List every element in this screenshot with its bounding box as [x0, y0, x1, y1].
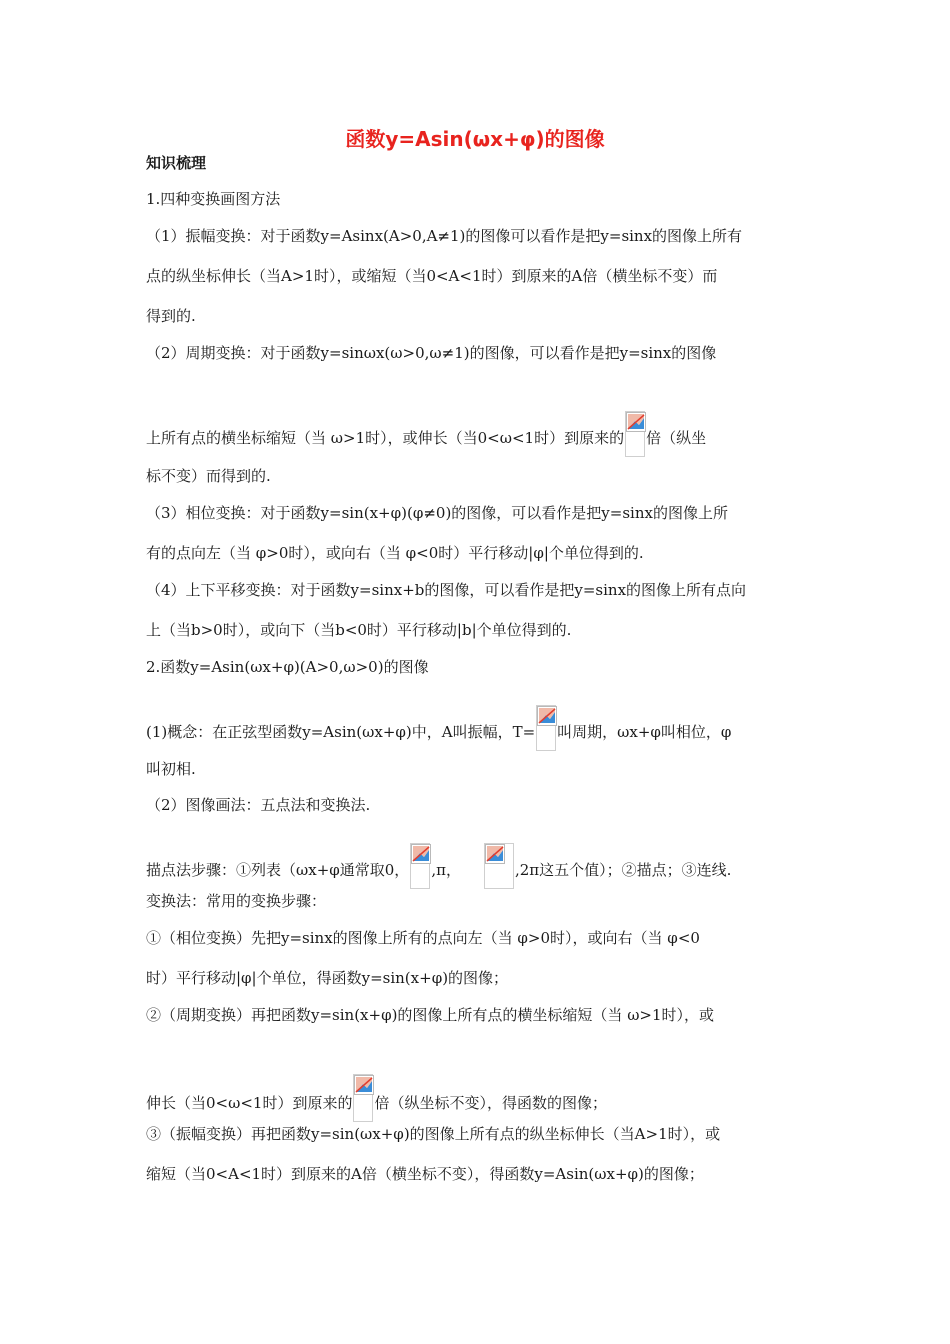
period-transform-line-3: 标不变）而得到的. — [146, 467, 271, 485]
broken-image-icon — [536, 705, 556, 751]
step-2-text-post: 倍（纵坐标不变），得函数的图像； — [374, 1094, 607, 1112]
plotting-steps-line — [146, 843, 731, 889]
drawing-methods-line: （2）图像画法：五点法和变换法. — [146, 796, 371, 814]
concept-line-1 — [146, 705, 731, 751]
paragraph-heading-2: 2.函数y=Asin(ωx+φ)(A>0,ω>0)的图像 — [146, 658, 429, 676]
amplitude-transform-line-1: （1）振幅变换：对于函数y=Asinx(A>0,A≠1)的图像可以看作是把y=sinx的图像上所有 — [146, 227, 743, 245]
phase-transform-line-1: （3）相位变换：对于函数y=sin(x+φ)(φ≠0)的图像，可以看作是把y=sinx的图像上所 — [146, 504, 728, 522]
concept-text-post: 叫周期，ωx+φ叫相位，φ — [557, 723, 732, 741]
page-title: 函数y=Asin(ωx+φ)的图像 — [345, 127, 605, 151]
vertical-shift-line-2: 上（当b>0时），或向下（当b<0时）平行移动|b|个单位得到的. — [146, 621, 572, 639]
broken-image-icon — [625, 411, 645, 457]
amplitude-transform-line-2: 点的纵坐标伸长（当A>1时），或缩短（当0<A<1时）到原来的A倍（横坐标不变）而 — [146, 267, 718, 285]
concept-line-2: 叫初相. — [146, 760, 196, 778]
step-1-line-2: 时）平行移动|φ|个单位，得函数y=sin(x+φ)的图像； — [146, 969, 509, 987]
period-transform-line-2 — [146, 411, 706, 457]
section-heading: 知识梳理 — [146, 154, 207, 172]
amplitude-transform-line-3: 得到的. — [146, 307, 196, 325]
step-1-line-1: ①（相位变换）先把y=sinx的图像上所有的点向左（当 φ>0时），或向右（当 φ<0 — [146, 929, 700, 947]
broken-image-icon — [410, 843, 430, 889]
period-transform-text-post: 倍（纵坐 — [646, 429, 707, 447]
phase-transform-line-2: 有的点向左（当 φ>0时），或向右（当 φ<0时）平行移动|φ|个单位得到的. — [146, 544, 644, 562]
broken-image-icon — [353, 1074, 373, 1122]
step-3-line-1: ③（振幅变换）再把函数y=sin(ωx+φ)的图像上所有点的纵坐标伸长（当A>1时），或 — [146, 1125, 721, 1143]
plotting-steps-text-post: ,2π这五个值）；②描点；③连线. — [514, 861, 732, 879]
concept-text-pre: (1)概念：在正弦型函数y=Asin(ωx+φ)中，A叫振幅，T= — [146, 723, 536, 741]
broken-image-icon — [484, 843, 514, 889]
step-2-line-2 — [146, 1074, 607, 1122]
plotting-steps-text-mid: ,π， — [431, 861, 461, 879]
step-2-line-1: ②（周期变换）再把函数y=sin(x+φ)的图像上所有点的横坐标缩短（当 ω>1时），或 — [146, 1006, 715, 1024]
period-transform-line-1: （2）周期变换：对于函数y=sinωx(ω>0,ω≠1)的图像，可以看作是把y=sinx的图像 — [146, 344, 717, 362]
period-transform-text-pre: 上所有点的横坐标缩短（当 ω>1时），或伸长（当0<ω<1时）到原来的 — [146, 429, 625, 447]
step-2-text-pre: 伸长（当0<ω<1时）到原来的 — [146, 1094, 353, 1112]
paragraph-heading-1: 1.四种变换画图方法 — [146, 190, 281, 208]
plotting-steps-text-pre: 描点法步骤：①列表（ωx+φ通常取0， — [146, 861, 410, 879]
transform-steps-heading: 变换法：常用的变换步骤： — [146, 892, 327, 910]
step-3-line-2: 缩短（当0<A<1时）到原来的A倍（横坐标不变），得函数y=Asin(ωx+φ)的图像； — [146, 1165, 704, 1183]
vertical-shift-line-1: （4）上下平移变换：对于函数y=sinx+b的图像，可以看作是把y=sinx的图像上所有点向 — [146, 581, 747, 599]
